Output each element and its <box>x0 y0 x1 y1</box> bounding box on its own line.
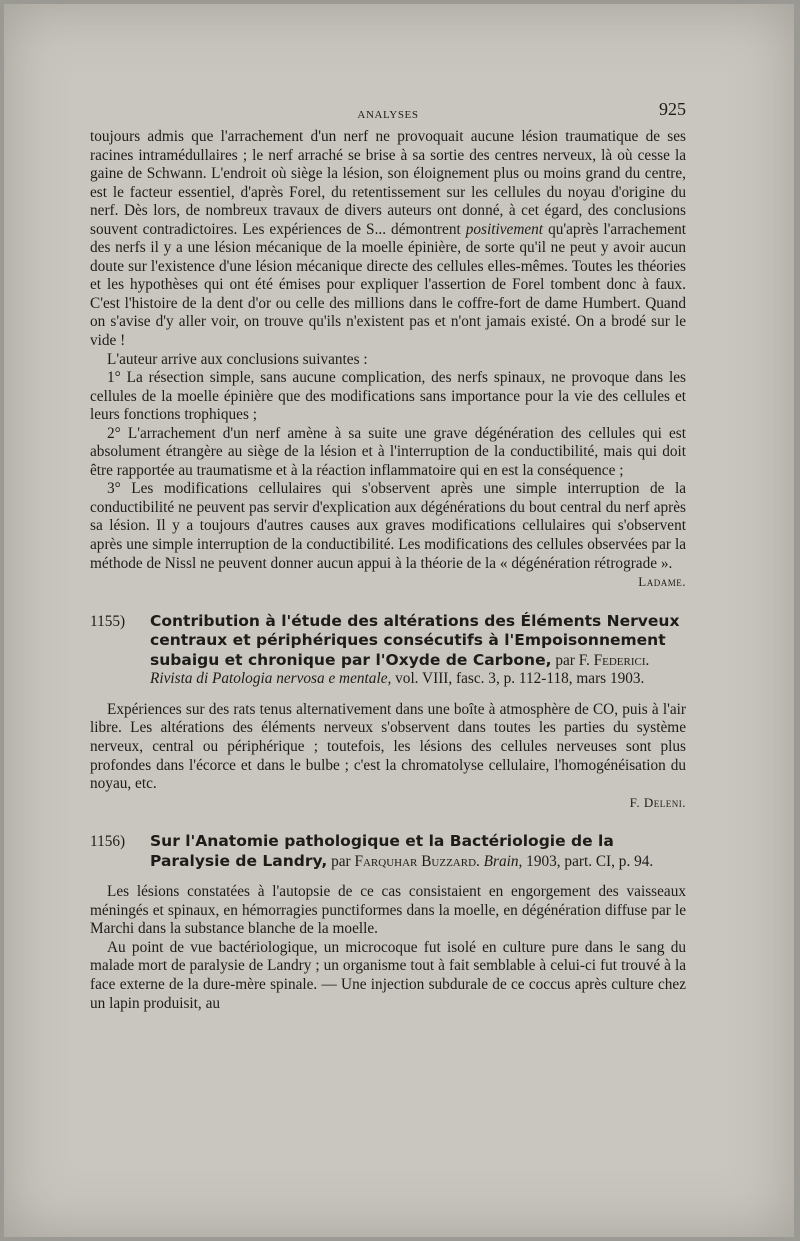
entry-author: Farquhar Buzzard. <box>354 852 480 870</box>
entry-details: vol. VIII, fasc. 3, p. 112-118, mars 1903. <box>395 670 645 688</box>
section-title: ANALYSES <box>357 109 419 121</box>
entry-journal: Rivista di Patologia nervosa e mentale, <box>150 670 392 688</box>
entry-heading-1156: 1156) Sur l'Anatomie pathologique et la Bactériologie de la Paralysie de Landry, par Farquhar Buzzard. Brain, 1903, part. CI, p. 94. <box>90 832 654 870</box>
entry-title: Sur l'Anatomie pathologique et la Bactériologie de la Paralysie de Landry, <box>150 832 614 870</box>
running-head <box>90 100 686 128</box>
entry-journal: Brain, <box>483 852 523 870</box>
reviewer-signature: F. Deleni. <box>629 794 686 810</box>
entry-body: Les lésions constatées à l'autopsie de ce cas consistaient en engorgement des vaisseaux méningés et spinaux, en hémorragies punctiformes dans la moelle, en dégénération diffuse par le Marchi dans la substance blanche de la moelle. <box>90 883 686 938</box>
conclusion-1: 1° La résection simple, sans aucune complication, des nerfs spinaux, ne provoque dans les cellules de la moelle épinière que des modifications sans importance pour la vie des cellules et leurs fonctions trophiques ; <box>90 369 686 424</box>
entry-author: F. Federici. <box>578 651 650 669</box>
entry-number: 1156) <box>90 833 126 851</box>
conclusions-intro: L'auteur arrive aux conclusions suivantes : <box>107 350 368 368</box>
page-number: 925 <box>659 99 686 119</box>
page-content <box>90 100 686 1013</box>
entry-details: 1903, part. CI, p. 94. <box>526 852 654 870</box>
entry-number: 1155) <box>90 612 126 630</box>
review-paragraph: toujours admis que l'arrachement d'un nerf ne provoquait aucune lésion traumatique de ses racines intramédullaires ; le nerf arraché se brise à sa sortie des centres nerveux, là où cesse la gaine de Schwann. L'endroit où siège la lésion, son éloignement plus ou moins grand du centre, est le facteur essentiel, d'après Forel, du retentissement sur les cellules du noyau d'origine du nerf. Dès lors, de nombreux travaux de divers auteurs ont donné, à cet égard, des conclusions souvent contradictoires. Les expériences de S... démontrent positivement qu'après l'arrachement des nerfs il y a une lésion mécanique de la moelle épinière, de sorte qu'il ne peut y avoir aucun doute sur l'existence d'une lésion mécanique directe des cellules elles-mêmes. Toutes les théories et les hypothèses qui ont été émises pour expliquer l'assertion de Forel tombent donc à faux. C'est l'histoire de la dent d'or ou celle des millions dans le coffre-fort de dame Humbert. Quand on s'avise d'y aller voir, on trouve qu'ils n'existent pas et n'ont jamais existé. On a brodé sur le vide ! <box>90 128 687 350</box>
conclusion-2: 2° L'arrachement d'un nerf amène à sa suite une grave dégénération des cellules qui est absolument étrangère au siège de la lésion et à l'interruption de la conductibilité, mais qui doit être rapportée au traumatisme et à la réaction inflammatoire qui en est la conséquence ; <box>90 424 686 479</box>
scanned-page <box>4 4 794 1237</box>
reviewer-signature: Ladame. <box>638 574 686 590</box>
emphasis: positivement <box>465 220 544 238</box>
entry-heading-1155: 1155) Contribution à l'étude des altérations des Éléments Nerveux centraux et périphériques consécutifs à l'Empoisonnement subaigu et chronique par l'Oxyde de Carbone, par F. Federici. Rivista di Patologia nervosa e mentale, vol. VIII, fasc. 3, p. 112-118, mars 1903. <box>90 611 680 688</box>
entry-body: Expériences sur des rats tenus alternativement dans une boîte à atmosphère de CO, puis à l'air libre. Les altérations des éléments nerveux s'observent dans toutes les parties du système nerveux, central ou périphérique ; toutefois, les lésions des cellules nerveuses sont plus profondes dans l'écorce et dans le bulbe ; c'est la chromatolyse cellulaire, l'homogénéisation du noyau, etc. <box>90 700 686 793</box>
entry-title: Contribution à l'étude des altérations des Éléments Nerveux centraux et périphériques consécutifs à l'Empoisonnement subaigu et chronique par l'Oxyde de Carbone, <box>150 611 680 669</box>
entry-body: Au point de vue bactériologique, un microcoque fut isolé en culture pure dans le sang du malade mort de paralysie de Landry ; un organisme tout à fait semblable à celui-ci fut trouvé à la face externe de la dure-mère spinale. — Une injection subdurale de ce coccus après culture chez un lapin produisit, au <box>90 938 686 1012</box>
conclusion-3: 3° Les modifications cellulaires qui s'observent après une simple interruption de la conductibilité ne peuvent pas servir d'explication aux dégénérations du bout central du nerf après sa lésion. Il y a toujours d'autres causes aux graves modifications cellulaires qui s'observent après une simple interruption de la conductibilité. Les modifications des cellules observées par la méthode de Nissl ne peuvent donner aucun appui à la théorie de la « dégénération rétrograde ». <box>90 480 686 572</box>
